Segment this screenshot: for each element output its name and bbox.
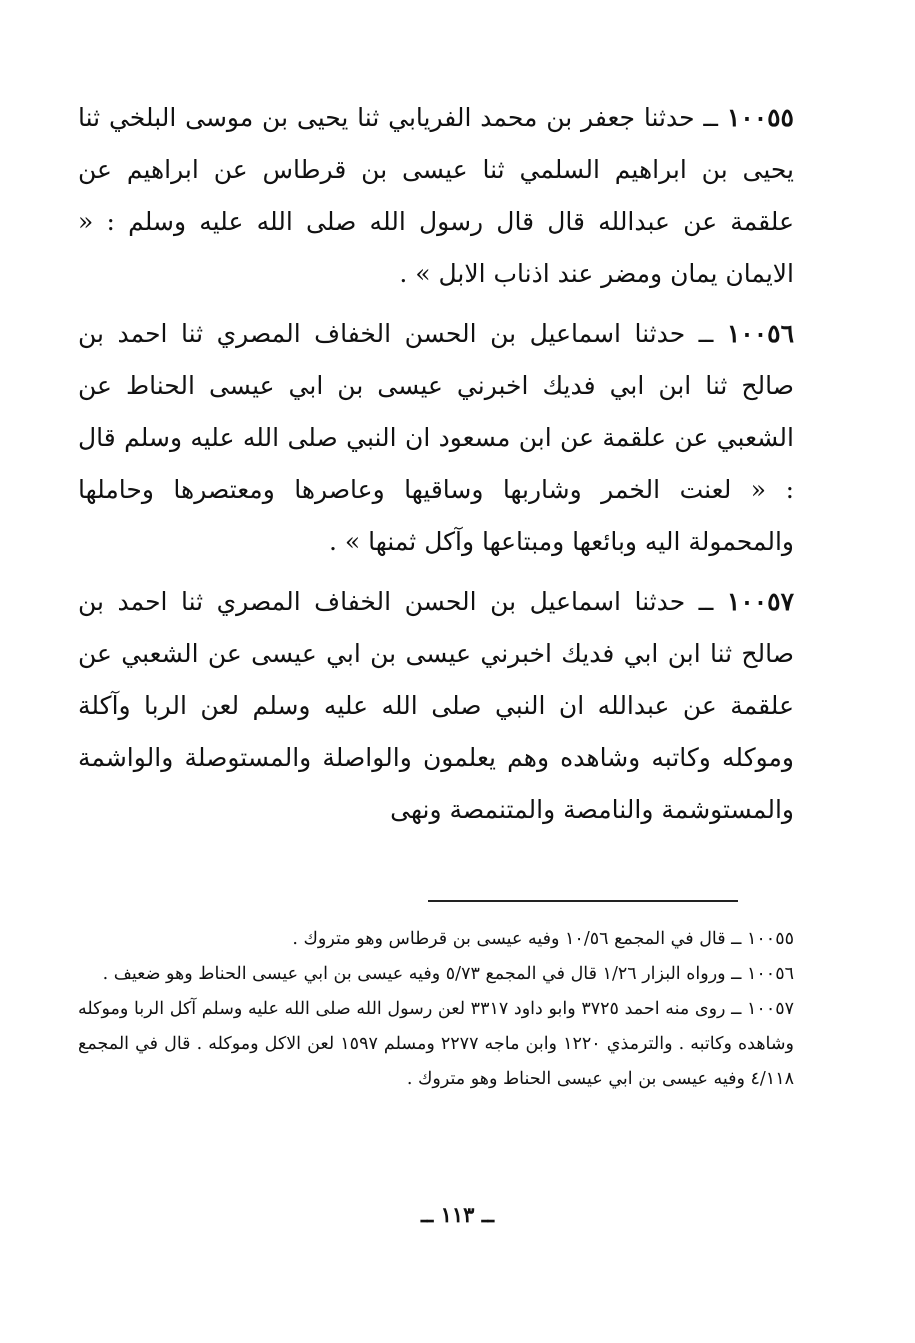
hadith-dash: ــ — [685, 587, 714, 616]
hadith-number: ١٠٠٥٥ — [726, 103, 794, 132]
hadith-text: حدثنا جعفر بن محمد الفريابي ثنا يحيى بن موسى البلخي ثنا يحيى بن ابراهيم السلمي ثنا عيسى بن قرطاس عن ابراهيم عن علقمة عن عبدالله قال قال رسول الله صلى الله عليه وسلم : « الايمان يمان ومضر عند اذناب الابل » . — [78, 103, 794, 288]
hadith-number: ١٠٠٥٧ — [726, 587, 794, 616]
main-text — [78, 92, 794, 844]
hadith-dash: ــ — [685, 319, 714, 348]
page-number: ــ ١١٣ ــ — [420, 1202, 495, 1227]
footnote: ١٠٠٥٧ ــ روى منه احمد ٣٧٢٥ وابو داود ٣٣١٧ لعن رسول الله صلى الله عليه وسلم آكل الربا وموكله وشاهده وكاتبه . والترمذي ١٢٢٠ وابن ماجه ٢٢٧٧ ومسلم ١٥٩٧ لعن الاكل وموكله . قال في المجمع ٤/١١٨ وفيه عيسى بن ابي عيسى الحناط وهو متروك . — [78, 999, 795, 1089]
hadith-dash: ــ — [694, 103, 719, 132]
footnote: ١٠٠٥٥ ــ قال في المجمع ١٠/٥٦ وفيه عيسى بن قرطاس وهو متروك . — [292, 929, 794, 949]
hadith-text: حدثنا اسماعيل بن الحسن الخفاف المصري ثنا احمد بن صالح ثنا ابن ابي فديك اخبرني عيسى بن ابي عيسى الحناط عن الشعبي عن علقمة عن ابن مسعود ان النبي صلى الله عليه وسلم قال : « لعنت الخمر وشاربها وساقيها وعاصرها ومعتصرها وحاملها والمحمولة اليه وبائعها ومبتاعها وآكل ثمنها » . — [78, 319, 794, 556]
footnotes — [78, 922, 794, 1097]
hadith-text: حدثنا اسماعيل بن الحسن الخفاف المصري ثنا احمد بن صالح ثنا ابن ابي فديك اخبرني عيسى بن ابي عيسى عن الشعبي عن علقمة عن عبدالله ان النبي صلى الله عليه وسلم لعن الربا وآكلة وموكله وكاتبه وشاهده وهم يعلمون والواصلة والمستوصلة والواشمة والمستوشمة والنامصة والمتنمصة ونهى — [78, 587, 794, 824]
hadith-paragraph — [78, 576, 794, 836]
footnote: ١٠٠٥٦ ــ ورواه البزار ١/٢٦ قال في المجمع ٥/٧٣ وفيه عيسى بن ابي عيسى الحناط وهو ضعيف . — [102, 964, 794, 984]
hadith-paragraph — [78, 92, 794, 300]
footnote-divider — [428, 900, 738, 902]
hadith-number: ١٠٠٥٦ — [726, 319, 794, 348]
hadith-paragraph — [78, 308, 794, 568]
